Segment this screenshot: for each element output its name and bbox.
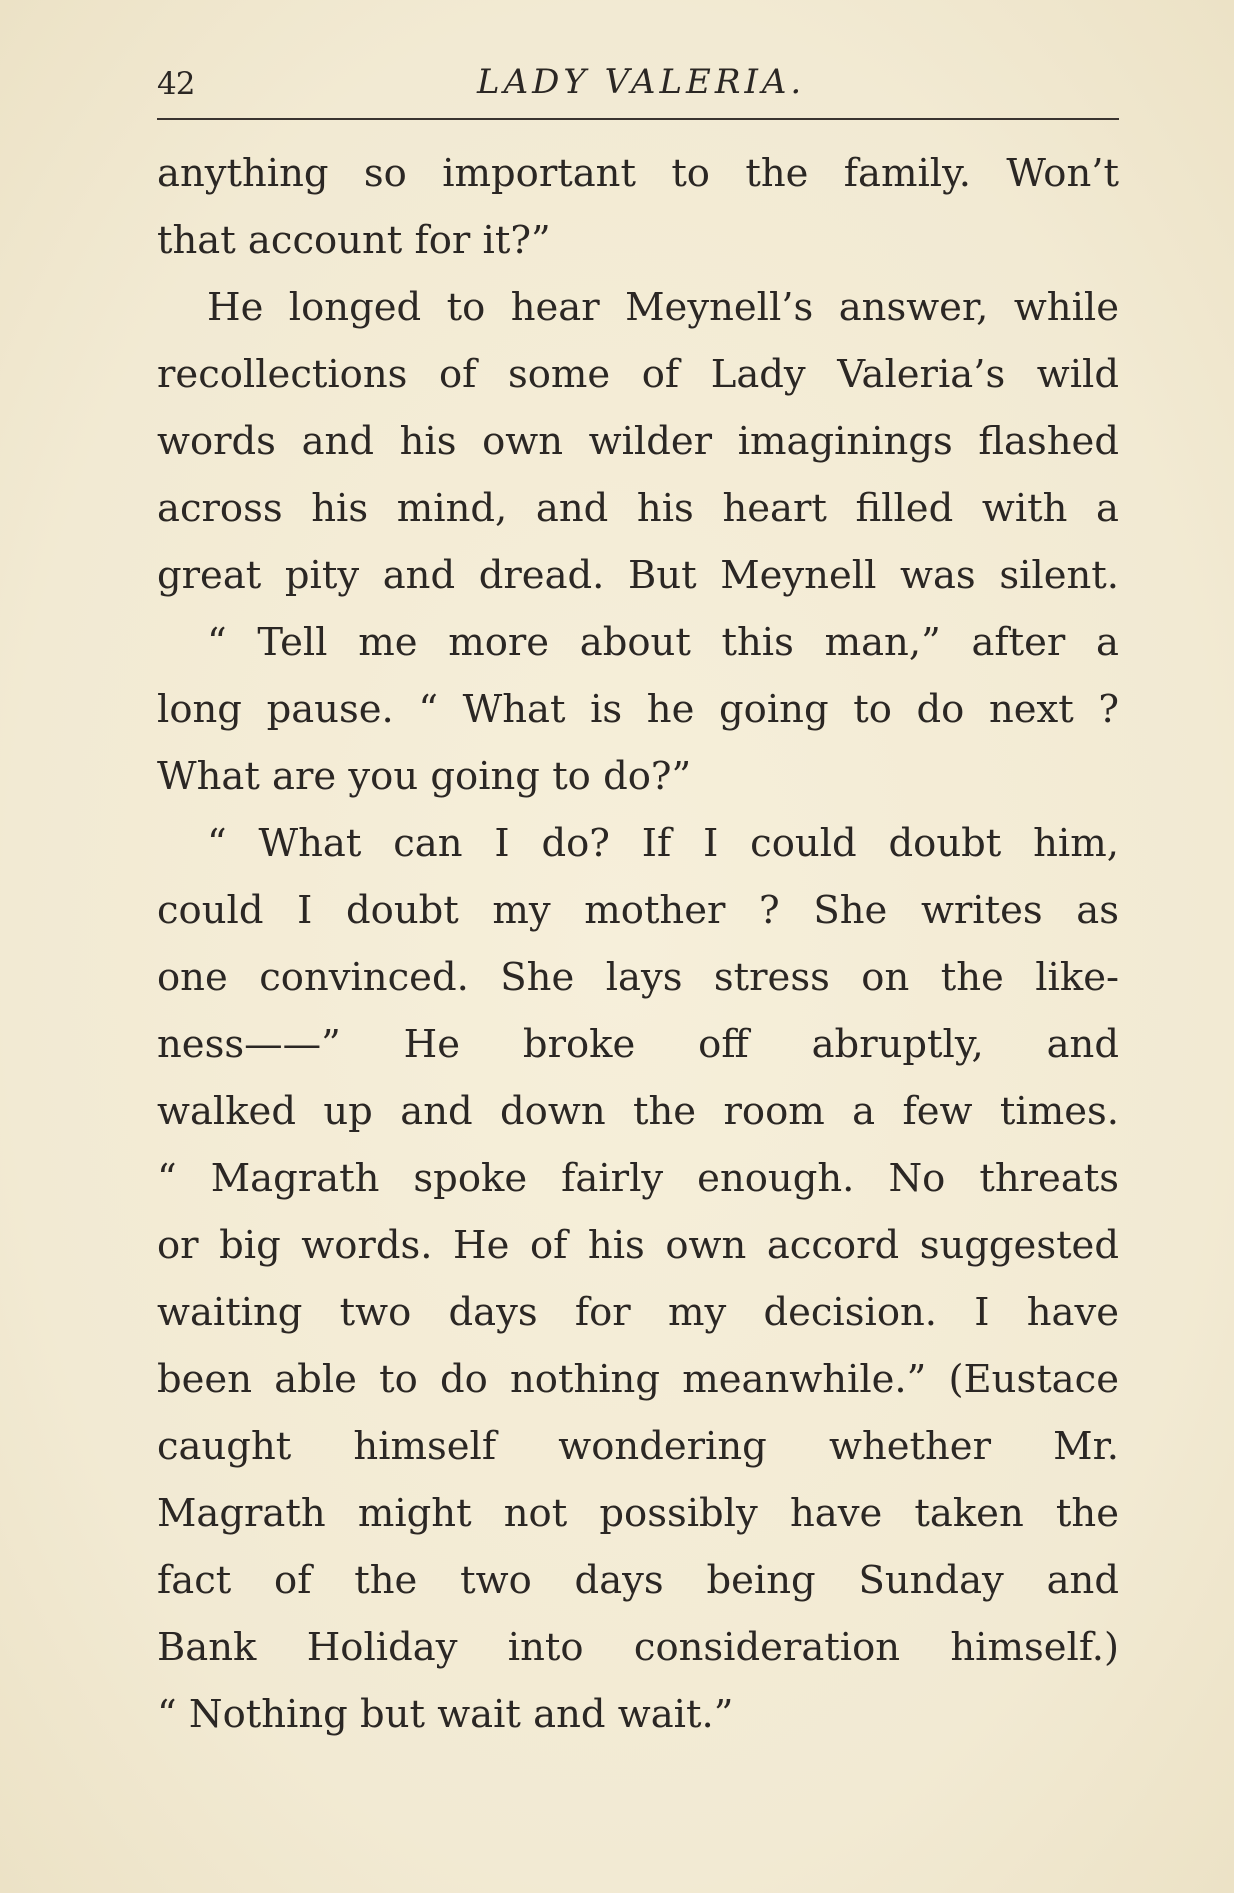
header-rule [157,118,1119,120]
text-line: across his mind, and his heart filled with a [157,486,1119,531]
text-line: “ What can I do? If I could doubt him, [207,821,1119,866]
page-header [157,58,1117,108]
text-line: that account for it?” [157,218,551,263]
text-line: He longed to hear Meynell’s answer, while [207,285,1119,330]
text-line: anything so important to the family. Won’t [157,151,1119,196]
running-title: LADY VALERIA. [477,62,806,102]
text-line: been able to do nothing meanwhile.” (Eustace [157,1357,1119,1402]
text-line: recollections of some of Lady Valeria’s wild [157,352,1119,397]
text-line: walked up and down the room a few times. [157,1089,1119,1134]
text-line: Bank Holiday into consideration himself.) [157,1625,1119,1670]
text-line: great pity and dread. But Meynell was silent. [157,553,1119,598]
text-line: one convinced. She lays stress on the like- [157,955,1119,1000]
text-line: ness——” He broke off abruptly, and [157,1022,1119,1067]
text-line: long pause. “ What is he going to do next ? [157,687,1119,732]
text-line: waiting two days for my decision. I have [157,1290,1119,1335]
text-line: “ Magrath spoke fairly enough. No threats [157,1156,1119,1201]
text-line: or big words. He of his own accord suggested [157,1223,1119,1268]
text-line: caught himself wondering whether Mr. [157,1424,1119,1469]
text-line: “ Nothing but wait and wait.” [157,1692,734,1737]
body-text [157,140,1119,1748]
text-line: could I doubt my mother ? She writes as [157,888,1119,933]
text-line: “ Tell me more about this man,” after a [207,620,1119,665]
text-line: fact of the two days being Sunday and [157,1558,1119,1603]
text-line: words and his own wilder imaginings flashed [157,419,1119,464]
page-number: 42 [157,66,195,102]
text-line: What are you going to do?” [157,754,692,799]
text-line: Magrath might not possibly have taken the [157,1491,1119,1536]
